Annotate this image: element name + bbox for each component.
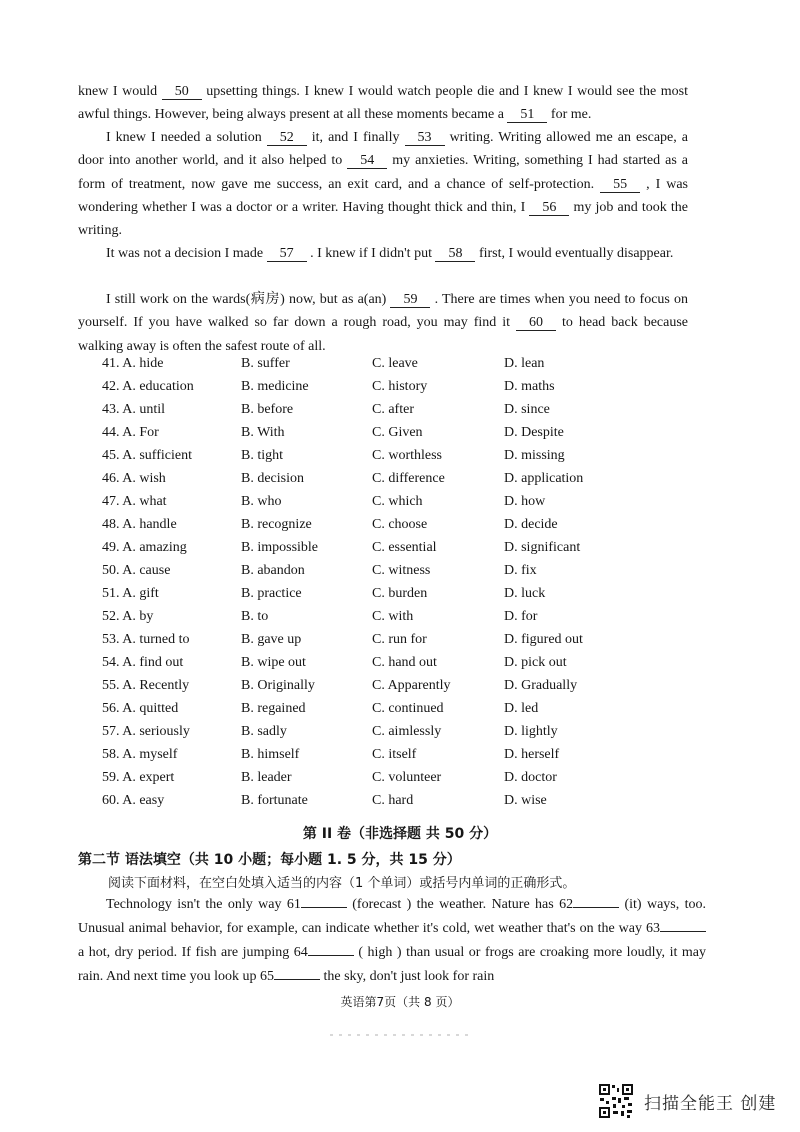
option-row: 60. A. easy B. fortunate C. hard D. wise (102, 793, 547, 808)
option-row: 49. A. amazing B. impossible C. essential D. significant (102, 540, 581, 555)
passage-paragraph-1: knew I would 50 upsetting things. I knew I would watch people die and I knew I would see the most awful things. However, being always present at all these moments became a 51 for me. (78, 84, 688, 123)
option-row: 48. A. handle B. recognize C. choose D. decide (102, 517, 558, 532)
blank-53: 53 (405, 131, 445, 146)
scanner-watermark: 扫描全能王 创建 (644, 1094, 777, 1114)
blank-50: 50 (162, 85, 202, 100)
option-row: 42. A. education B. medicine C. history D. maths (102, 379, 555, 394)
gap-number: 63 (646, 921, 660, 936)
gap-blank (301, 895, 347, 908)
option-row: 50. A. cause B. abandon C. witness D. fix (102, 563, 537, 578)
page-footer: 英语第7页（共 8 页） (340, 995, 460, 1009)
option-row: 43. A. until B. before C. after D. since (102, 402, 550, 417)
passage-paragraph-3: It was not a decision I made 57 . I knew if I didn't put 58 first, I would eventually disappear. (106, 246, 674, 261)
gap-blank (573, 895, 619, 908)
gap-number: 64 (293, 945, 308, 960)
section-2-heading: 第二节 语法填空（共 10 小题；每小题 1. 5 分，共 15 分） (78, 852, 461, 868)
option-row: 55. A. Recently B. Originally C. Apparently D. Gradually (102, 678, 578, 693)
option-row: 52. A. by B. to C. with D. for (102, 609, 538, 624)
option-row: 56. A. quitted B. regained C. continued D. led (102, 701, 539, 716)
option-row: 51. A. gift B. practice C. burden D. luck (102, 586, 546, 601)
scan-artifact (330, 1034, 470, 1036)
option-row: 45. A. sufficient B. tight C. worthless D. missing (102, 448, 565, 463)
gap-number: 65 (259, 969, 274, 984)
option-row: 57. A. seriously B. sadly C. aimlessly D. lightly (102, 724, 558, 739)
option-row: 47. A. what B. who C. which D. how (102, 494, 546, 509)
blank-55: 55 (600, 178, 640, 193)
blank-58: 58 (435, 247, 475, 262)
blank-60: 60 (516, 316, 556, 331)
gap-blank (274, 967, 320, 980)
blank-57: 57 (267, 247, 307, 262)
option-row: 46. A. wish B. decision C. difference D. application (102, 471, 584, 486)
blank-59: 59 (390, 293, 430, 308)
gap-blank (660, 919, 706, 932)
section-title: 第 II 卷（非选择题 共 50 分） (302, 826, 498, 842)
option-row: 41. A. hide B. suffer C. leave D. lean (102, 356, 545, 371)
option-row: 58. A. myself B. himself C. itself D. herself (102, 747, 560, 762)
gap-number: 62 (559, 897, 574, 912)
passage-paragraph-4: I still work on the wards(病房) now, but as a(an) 59 . There are times when you need to focus on yourself. If you have walked so far down a rough road, you may find it 60 to head back because walking away is often the safest route of all. (78, 292, 688, 354)
option-row: 59. A. expert B. leader C. volunteer D. doctor (102, 770, 557, 785)
blank-51: 51 (507, 108, 547, 123)
instruction-text: 阅读下面材料，在空白处填入适当的内容（1 个单词）或括号内单词的正确形式。 (108, 876, 576, 891)
passage-paragraph-2: I knew I needed a solution 52 it, and I finally 53 writing. Writing allowed me an escape, a door into another world, and it also helped to 54 my anxieties. Writing, something I had started as a form of treatment, now gave me success, an exit card, and a chance of self-protection. 55 , I was wondering whether I was a doctor or a writer. Having thought thick and thin, I 56 my job and took the writing. (78, 130, 689, 239)
option-row: 53. A. turned to B. gave up C. run for D. figured out (102, 632, 583, 647)
grammar-passage: Technology isn't the only way 61 (forecast ) the weather. Nature has 62 (it) ways, too. Unusual animal behavior, for example, can indicate whether it's cold, wet weather that's on the way 63 a hot, dry period. If fish are jumping 64 ( high ) than usual or frogs are croaking more loudly, it may rain. And next time you look up 65 the sky, don't just look for rain (78, 897, 707, 984)
blank-52: 52 (267, 131, 307, 146)
gap-blank (308, 943, 354, 956)
option-row: 54. A. find out B. wipe out C. hand out D. pick out (102, 655, 567, 670)
blank-54: 54 (347, 154, 387, 169)
option-row: 44. A. For B. With C. Given D. Despite (102, 425, 564, 440)
blank-56: 56 (529, 201, 569, 216)
gap-number: 61 (286, 897, 301, 912)
qr-code-icon (598, 1083, 634, 1119)
